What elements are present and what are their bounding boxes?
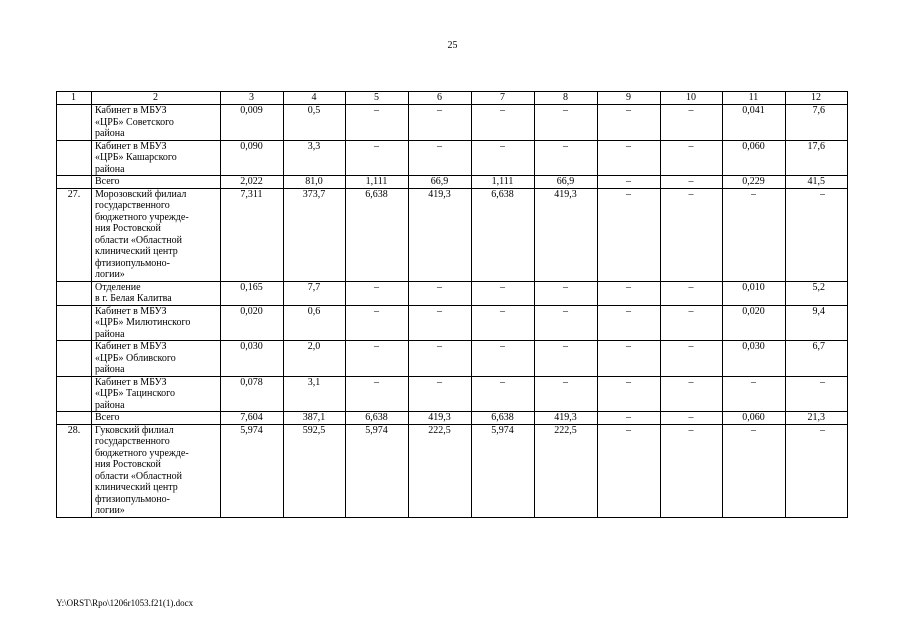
institution-name-line: ния Ростовской bbox=[95, 459, 161, 470]
header-cell-2: 2 bbox=[92, 92, 221, 105]
value-cell-col-6: 419,3 bbox=[409, 188, 472, 281]
institution-name-line: фтизиопульмоно- bbox=[95, 493, 170, 505]
table-row bbox=[57, 424, 848, 517]
table-header-row bbox=[57, 92, 848, 105]
value-cell-col-7: – bbox=[472, 305, 535, 341]
table-row bbox=[57, 376, 848, 412]
value-cell-col-6: 222,5 bbox=[409, 424, 472, 517]
value-cell-col-4: 387,1 bbox=[284, 412, 346, 425]
header-cell-3: 3 bbox=[221, 92, 284, 105]
table-row bbox=[57, 305, 848, 341]
institution-name bbox=[92, 341, 221, 377]
value-cell-col-11: – bbox=[723, 188, 786, 281]
value-cell-col-4: 3,3 bbox=[284, 140, 346, 176]
header-cell-4: 4 bbox=[284, 92, 346, 105]
institution-name-line: фтизиопульмоно- bbox=[95, 257, 170, 269]
value-cell-col-5: – bbox=[346, 105, 409, 141]
institution-name-line: Кабинет в МБУЗ bbox=[95, 341, 167, 352]
value-cell-col-10: – bbox=[661, 341, 723, 377]
value-cell-col-9: – bbox=[598, 140, 661, 176]
value-cell-col-10: – bbox=[661, 376, 723, 412]
institution-name-line: «ЦРБ» Кашарского bbox=[95, 152, 177, 163]
value-cell-col-11: 0,010 bbox=[723, 281, 786, 305]
row-number: 27. bbox=[57, 188, 92, 281]
value-cell-col-7: 5,974 bbox=[472, 424, 535, 517]
value-cell-col-12: 41,5 bbox=[786, 176, 848, 189]
value-cell-col-4: 2,0 bbox=[284, 341, 346, 377]
table-row bbox=[57, 176, 848, 189]
value-cell-col-8: – bbox=[535, 140, 598, 176]
value-cell-col-9: – bbox=[598, 376, 661, 412]
institution-name-line: области «Областной bbox=[95, 470, 182, 482]
institution-name-line: «ЦРБ» Тацинского bbox=[95, 388, 176, 399]
footer-file-path: Y:\ORST\Rpo\1206r1053.f21(1).docx bbox=[56, 598, 194, 608]
value-cell-col-11: 0,229 bbox=[723, 176, 786, 189]
value-cell-col-12: 21,3 bbox=[786, 412, 848, 425]
row-number bbox=[57, 281, 92, 305]
institution-name-line: «ЦРБ» Обливского bbox=[95, 352, 176, 364]
value-cell-col-5: 1,111 bbox=[346, 176, 409, 189]
value-cell-col-3: 0,165 bbox=[221, 281, 284, 305]
institution-name-line: Отделение bbox=[95, 281, 141, 293]
value-cell-col-9: – bbox=[598, 341, 661, 377]
value-cell-col-6: 419,3 bbox=[409, 412, 472, 425]
value-cell-col-9: – bbox=[598, 188, 661, 281]
value-cell-col-7: – bbox=[472, 281, 535, 305]
institution-name bbox=[92, 105, 221, 141]
institution-name-line: Морозовский филиал bbox=[95, 188, 187, 200]
value-cell-col-10: – bbox=[661, 412, 723, 425]
value-cell-col-11: 0,041 bbox=[723, 105, 786, 141]
institution-name-line: Кабинет в МБУЗ bbox=[95, 305, 167, 317]
value-cell-col-10: – bbox=[661, 281, 723, 305]
page-number: 25 bbox=[447, 40, 458, 51]
institution-name-line: в г. Белая Калитва bbox=[95, 293, 172, 304]
table-row bbox=[57, 412, 848, 425]
institution-name-line: Кабинет в МБУЗ bbox=[95, 140, 167, 152]
value-cell-col-6: – bbox=[409, 305, 472, 341]
value-cell-col-3: 7,604 bbox=[221, 412, 284, 425]
value-cell-col-5: 6,638 bbox=[346, 188, 409, 281]
value-cell-col-8: – bbox=[535, 105, 598, 141]
header-cell-5: 5 bbox=[346, 92, 409, 105]
institution-name-line: клинический центр bbox=[95, 482, 178, 493]
table-row bbox=[57, 281, 848, 305]
table-row bbox=[57, 140, 848, 176]
value-cell-col-12: 17,6 bbox=[786, 140, 848, 176]
row-number bbox=[57, 140, 92, 176]
institution-name bbox=[92, 188, 221, 281]
table-row bbox=[57, 105, 848, 141]
value-cell-col-3: 0,020 bbox=[221, 305, 284, 341]
institution-name bbox=[92, 412, 221, 425]
institution-name-line: «ЦРБ» Милютинского bbox=[95, 317, 191, 328]
header-cell-8: 8 bbox=[535, 92, 598, 105]
value-cell-col-5: – bbox=[346, 341, 409, 377]
value-cell-col-9: – bbox=[598, 424, 661, 517]
value-cell-col-4: 373,7 bbox=[284, 188, 346, 281]
institution-name bbox=[92, 376, 221, 412]
value-cell-col-6: – bbox=[409, 140, 472, 176]
value-cell-col-6: – bbox=[409, 376, 472, 412]
value-cell-col-7: 1,111 bbox=[472, 176, 535, 189]
value-cell-col-4: 0,6 bbox=[284, 305, 346, 341]
value-cell-col-9: – bbox=[598, 412, 661, 425]
value-cell-col-9: – bbox=[598, 176, 661, 189]
value-cell-col-3: 7,311 bbox=[221, 188, 284, 281]
header-cell-11: 11 bbox=[723, 92, 786, 105]
institution-name-line: бюджетного учрежде- bbox=[95, 447, 189, 459]
value-cell-col-12: 5,2 bbox=[786, 281, 848, 305]
value-cell-col-4: 3,1 bbox=[284, 376, 346, 412]
value-cell-col-5: – bbox=[346, 376, 409, 412]
data-table bbox=[56, 91, 848, 518]
header-cell-12: 12 bbox=[786, 92, 848, 105]
table-row bbox=[57, 188, 848, 281]
value-cell-col-3: 0,030 bbox=[221, 341, 284, 377]
institution-name-line: района bbox=[95, 364, 125, 375]
value-cell-col-12: 6,7 bbox=[786, 341, 848, 377]
value-cell-col-5: – bbox=[346, 281, 409, 305]
value-cell-col-4: 7,7 bbox=[284, 281, 346, 305]
institution-name-line: Всего bbox=[95, 176, 120, 187]
row-number bbox=[57, 376, 92, 412]
value-cell-col-8: – bbox=[535, 305, 598, 341]
row-number: 28. bbox=[57, 424, 92, 517]
institution-name-line: района bbox=[95, 163, 125, 175]
institution-name-line: Гуковский филиал bbox=[95, 424, 174, 436]
value-cell-col-7: 6,638 bbox=[472, 188, 535, 281]
value-cell-col-10: – bbox=[661, 424, 723, 517]
value-cell-col-6: 66,9 bbox=[409, 176, 472, 189]
value-cell-col-3: 0,078 bbox=[221, 376, 284, 412]
value-cell-col-8: 419,3 bbox=[535, 412, 598, 425]
value-cell-col-5: 6,638 bbox=[346, 412, 409, 425]
value-cell-col-5: 5,974 bbox=[346, 424, 409, 517]
institution-name bbox=[92, 140, 221, 176]
row-number bbox=[57, 412, 92, 425]
institution-name-line: района bbox=[95, 328, 125, 340]
header-cell-10: 10 bbox=[661, 92, 723, 105]
value-cell-col-3: 5,974 bbox=[221, 424, 284, 517]
value-cell-col-11: – bbox=[723, 376, 786, 412]
institution-name bbox=[92, 281, 221, 305]
header-cell-6: 6 bbox=[409, 92, 472, 105]
row-number bbox=[57, 176, 92, 189]
institution-name-line: государственного bbox=[95, 436, 170, 447]
value-cell-col-3: 0,090 bbox=[221, 140, 284, 176]
institution-name-line: ния Ростовской bbox=[95, 223, 161, 234]
value-cell-col-9: – bbox=[598, 105, 661, 141]
value-cell-col-10: – bbox=[661, 305, 723, 341]
institution-name-line: логии» bbox=[95, 269, 125, 280]
value-cell-col-4: 0,5 bbox=[284, 105, 346, 141]
institution-name-line: государственного bbox=[95, 200, 170, 211]
row-number bbox=[57, 105, 92, 141]
institution-name bbox=[92, 424, 221, 517]
value-cell-col-7: – bbox=[472, 105, 535, 141]
institution-name-line: Всего bbox=[95, 412, 120, 423]
institution-name-line: «ЦРБ» Советского bbox=[95, 116, 174, 128]
value-cell-col-11: 0,030 bbox=[723, 341, 786, 377]
institution-name-line: Кабинет в МБУЗ bbox=[95, 105, 167, 116]
institution-name-line: района bbox=[95, 128, 125, 139]
value-cell-col-10: – bbox=[661, 140, 723, 176]
institution-name-line: Кабинет в МБУЗ bbox=[95, 376, 167, 388]
value-cell-col-6: – bbox=[409, 105, 472, 141]
value-cell-col-12: – bbox=[786, 424, 848, 517]
value-cell-col-10: – bbox=[661, 105, 723, 141]
value-cell-col-8: – bbox=[535, 341, 598, 377]
value-cell-col-8: – bbox=[535, 376, 598, 412]
header-cell-1: 1 bbox=[57, 92, 92, 105]
value-cell-col-10: – bbox=[661, 188, 723, 281]
value-cell-col-11: 0,060 bbox=[723, 140, 786, 176]
value-cell-col-7: – bbox=[472, 140, 535, 176]
value-cell-col-9: – bbox=[598, 281, 661, 305]
institution-name-line: логии» bbox=[95, 505, 125, 516]
value-cell-col-3: 0,009 bbox=[221, 105, 284, 141]
table-row bbox=[57, 341, 848, 377]
row-number bbox=[57, 341, 92, 377]
value-cell-col-11: 0,060 bbox=[723, 412, 786, 425]
value-cell-col-4: 81,0 bbox=[284, 176, 346, 189]
institution-name-line: бюджетного учрежде- bbox=[95, 211, 189, 223]
row-number bbox=[57, 305, 92, 341]
institution-name bbox=[92, 305, 221, 341]
value-cell-col-7: – bbox=[472, 376, 535, 412]
value-cell-col-7: – bbox=[472, 341, 535, 377]
table-body bbox=[57, 92, 848, 518]
value-cell-col-12: – bbox=[786, 376, 848, 412]
value-cell-col-6: – bbox=[409, 341, 472, 377]
value-cell-col-5: – bbox=[346, 140, 409, 176]
institution-name-line: района bbox=[95, 399, 125, 411]
value-cell-col-4: 592,5 bbox=[284, 424, 346, 517]
value-cell-col-8: 222,5 bbox=[535, 424, 598, 517]
value-cell-col-8: – bbox=[535, 281, 598, 305]
value-cell-col-7: 6,638 bbox=[472, 412, 535, 425]
institution-name bbox=[92, 176, 221, 189]
value-cell-col-12: 9,4 bbox=[786, 305, 848, 341]
value-cell-col-12: 7,6 bbox=[786, 105, 848, 141]
value-cell-col-6: – bbox=[409, 281, 472, 305]
institution-name-line: клинический центр bbox=[95, 246, 178, 257]
institution-name-line: области «Областной bbox=[95, 234, 182, 246]
value-cell-col-11: 0,020 bbox=[723, 305, 786, 341]
value-cell-col-3: 2,022 bbox=[221, 176, 284, 189]
value-cell-col-12: – bbox=[786, 188, 848, 281]
value-cell-col-8: 419,3 bbox=[535, 188, 598, 281]
value-cell-col-8: 66,9 bbox=[535, 176, 598, 189]
header-cell-7: 7 bbox=[472, 92, 535, 105]
header-cell-9: 9 bbox=[598, 92, 661, 105]
value-cell-col-5: – bbox=[346, 305, 409, 341]
value-cell-col-11: – bbox=[723, 424, 786, 517]
value-cell-col-9: – bbox=[598, 305, 661, 341]
value-cell-col-10: – bbox=[661, 176, 723, 189]
